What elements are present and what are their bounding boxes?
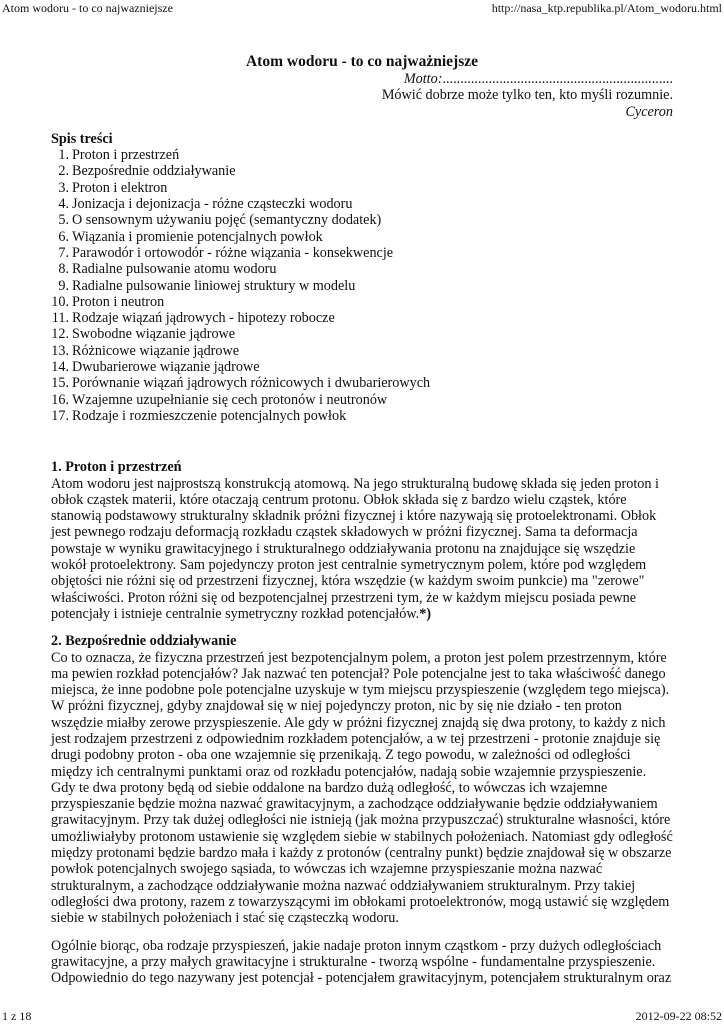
motto-author: Cyceron xyxy=(625,103,673,120)
toc-item-number: 10. xyxy=(51,293,69,310)
toc-item-number: 9. xyxy=(58,277,69,294)
toc-item xyxy=(51,408,673,424)
paragraph-line: wówczas ich wzajemne przyspieszanie można nazwać strukturalnym, a zachodzące oddziaływanie można xyxy=(51,861,603,894)
print-header-url: http://nasa_ktp.republika.pl/Atom_wodoru.html xyxy=(491,1,722,15)
browser-print-header xyxy=(0,0,724,16)
paragraph-line: grawitacyjnym, a zachodzące oddziaływanie będzie oddziaływaniem grawitacyjnym. Przy tak dużej odległości xyxy=(51,796,658,829)
paragraph-line: miejsca, że inne podobne pole potencjalne uzyskuje w tym miejscu przyspieszenie (względem tego miejsca). W xyxy=(51,682,670,715)
paragraph-line: grawitacyjne, a przy małych grawitacyjne i strukturalne - tworzą wspólne - fundamentalne przyspieszenie. xyxy=(51,953,656,970)
table-of-contents xyxy=(51,147,673,424)
toc-item-number: 15. xyxy=(51,375,69,392)
toc-item-label: Dwubarierowe wiązanie jądrowe xyxy=(72,359,260,376)
toc-item-label: Wzajemne uzupełnianie się cech protonów i neutronów xyxy=(72,391,388,408)
paragraph-line: względem siebie w stabilnych położeniach. Natomiast gdy odległość między protonami będzie bardzo mała i xyxy=(51,828,673,862)
toc-item xyxy=(51,147,673,163)
paragraph-line: miałby zerowe przyspieszenie. Ale gdy w próżni fizycznej znajdą się dwa protony, to każdy z nich jest rodzajem xyxy=(51,714,666,747)
paragraph-line: próżni fizycznej, gdyby znajdował się w niej pojedynczy proton, nic by się nie działo - ten proton wszędzie xyxy=(51,698,622,731)
paragraph-line: punktami oraz od rozkładu potencjałów, nadają sobie wzajemnie przyspieszenie. Gdy te dwa protony będą od xyxy=(51,763,647,796)
toc-item-label: Różnicowe wiązanie jądrowe xyxy=(72,342,240,359)
paragraph-line: Atom wodoru jest najprostszą konstrukcją atomową. Na jego strukturalną budowę składa się jeden proton i xyxy=(51,475,659,492)
toc-item xyxy=(51,310,673,326)
toc-item xyxy=(51,229,673,245)
toc-item xyxy=(51,163,673,179)
paragraph-line: grawitacyjnego i strukturalnego oddziaływania protonu na znajdujące się wszędzie wokół protoelektrony. Sam xyxy=(51,540,636,574)
toc-item-number: 11. xyxy=(51,310,69,327)
toc-item-label: Wiązania i promienie potencjalnych powłok xyxy=(72,228,323,245)
print-header-title: Atom wodoru - to co najwazniejsze xyxy=(2,1,173,15)
paragraph-line: pojedynczy proton jest centralnie symetrycznym polem, które pod względem objętości nie różni się od xyxy=(51,557,647,590)
paragraph-line: przestrzeni z odpowiednim rozkładem potencjałów, a w tej przestrzeni - protonie znajduje się drugi podobny xyxy=(51,730,661,764)
toc-item-number: 16. xyxy=(51,391,69,408)
toc-item-number: 14. xyxy=(51,359,69,376)
paragraph-line: przestrzeni fizycznej, która wszędzie (w każdym swoim punkcie) ma "zerowe" właściwości. Proton różni się od xyxy=(51,573,645,606)
toc-item-label: Rodzaje wiązań jądrowych - hipotezy robocze xyxy=(72,310,335,327)
section-2-paragraph xyxy=(51,650,673,927)
toc-item xyxy=(51,343,673,359)
section-2-paragraph-2 xyxy=(51,938,673,987)
paragraph-line: obłokami protoelektronów, mogą ustawić się względem siebie w stabilnych położeniach i stać się cząsteczką xyxy=(51,893,670,927)
toc-item xyxy=(51,392,673,408)
toc-item-number: 8. xyxy=(58,261,69,278)
toc-item-label: O sensownym używaniu pojęć (semantyczny dodatek) xyxy=(72,212,382,229)
toc-item-label: Porównanie wiązań jądrowych różnicowych i dwubarierowych xyxy=(72,375,431,392)
paragraph-line: nie istnieją (jak można przypuszczać) strukturalne własności, które umożliwiałyby protonom ustawienie się xyxy=(51,812,671,845)
toc-item-label: Swobodne wiązanie jądrowe xyxy=(72,326,236,343)
print-footer-datetime: 2012-09-22 08:52 xyxy=(635,1009,722,1023)
toc-item xyxy=(51,326,673,342)
motto-dots: ................................................................. xyxy=(442,71,673,87)
section-1-heading: 1. Proton i przestrzeń xyxy=(51,459,182,476)
toc-item-number: 17. xyxy=(51,407,69,424)
motto-label: Motto: xyxy=(403,71,443,87)
page-title: Atom wodoru - to co najważniejsze xyxy=(245,53,479,70)
toc-item-label: Radialne pulsowanie atomu wodoru xyxy=(72,261,277,278)
paragraph-line: bezpotencjalnej przestrzeni tym, że w każdym miejscu posiada pewne potencjały i istnieje centralnie xyxy=(51,589,637,622)
toc-item-label: Proton i elektron xyxy=(72,179,168,196)
paragraph-line: Co to oznacza, że fizyczna przestrzeń jest bezpotencjalnym polem, a proton jest polem przestrzennym, które xyxy=(51,649,667,666)
toc-item-number: 5. xyxy=(58,212,69,229)
toc-item-number: 12. xyxy=(51,326,69,343)
motto-quote: Mówić dobrze może tylko ten, kto myśli rozumnie. xyxy=(381,87,673,104)
footnote-mark: *) xyxy=(419,605,432,622)
section-1-last-line: symetryczny rozkład potencjałów. xyxy=(225,605,420,622)
toc-item-label: Rodzaje i rozmieszczenie potencjalnych powłok xyxy=(72,407,347,424)
toc-item-number: 6. xyxy=(58,228,69,245)
toc-item xyxy=(51,294,673,310)
toc-item-number: 1. xyxy=(58,147,69,164)
section-2-heading: 2. Bezpośrednie oddziaływanie xyxy=(51,633,237,650)
toc-item xyxy=(51,261,673,277)
paragraph-line: podstawowy strukturalny składnik próżni fizycznej i które nazywają się protoelektronami. Obłok jest pewnego xyxy=(51,508,657,541)
toc-item-label: Parawodór i ortowodór - różne wiązania - konsekwencje xyxy=(72,244,394,261)
toc-item-number: 7. xyxy=(58,244,69,261)
browser-print-footer xyxy=(0,1008,724,1024)
toc-item xyxy=(51,278,673,294)
toc-item-number: 3. xyxy=(58,179,69,196)
motto-block xyxy=(51,71,673,120)
toc-item xyxy=(51,359,673,375)
paragraph-line: wodoru. xyxy=(351,910,399,927)
toc-item xyxy=(51,196,673,212)
toc-item-label: Bezpośrednie oddziaływanie xyxy=(72,163,236,180)
toc-heading: Spis treści xyxy=(51,130,113,147)
paragraph-line: proton - oba one wzajemnie się przenikają. Z tego powodu, w zależności od odległości między ich centralnymi xyxy=(51,747,631,780)
toc-item-label: Radialne pulsowanie liniowej struktury w modelu xyxy=(72,277,356,294)
document-body xyxy=(51,53,673,986)
paragraph-line: obłok cząstek materii, które otaczają centrum protonu. Obłok składa się z bardzo wielu cząstek, które stanowią xyxy=(51,491,627,525)
section-1-paragraph xyxy=(51,476,673,623)
toc-item-number: 2. xyxy=(58,163,69,180)
toc-item xyxy=(51,245,673,261)
paragraph-line: Ogólnie biorąc, oba rodzaje przyspieszeń, jakie nadaje proton innym cząstkom - przy dużych odległościach xyxy=(51,937,662,954)
toc-item-number: 13. xyxy=(51,342,69,359)
paragraph-line: ma pewien rozkład potencjałów? Jak nazwać ten potencjał? Pole potencjalne jest to taka właściwość danego xyxy=(51,665,666,682)
motto-line xyxy=(51,71,673,87)
paragraph-line: każdy z protonów (centralny punkt) będzie znajdował się w obszarze powłok potencjalnych swojego sąsiada, to xyxy=(51,845,672,878)
print-footer-page: 1 z 18 xyxy=(2,1009,32,1023)
toc-item xyxy=(51,180,673,196)
toc-item-label: Jonizacja i dejonizacja - różne cząsteczki wodoru xyxy=(72,196,353,213)
toc-item-label: Proton i przestrzeń xyxy=(72,147,180,164)
toc-item xyxy=(51,375,673,391)
paragraph-line: Odpowiednio do tego nazywany jest potencjał - potencjałem grawitacyjnym, potencjałem strukturalnym oraz xyxy=(51,970,672,987)
toc-item-label: Proton i neutron xyxy=(72,293,165,310)
paragraph-line: siebie oddalone na bardzo dużą odległość, to wówczas ich wzajemne przyspieszanie będzie można nazwać xyxy=(51,779,608,813)
toc-item xyxy=(51,212,673,228)
toc-item-number: 4. xyxy=(58,196,69,213)
paragraph-line: nazwać oddziaływaniem strukturalnym. Przy takiej odległości dwa protony, razem z towarzyszącymi im xyxy=(51,877,636,910)
paragraph-line: rodzaju deformacją rozkładu cząstek składowych w próżni fizycznej. Sama ta deformacja powstaje w wyniku xyxy=(51,524,638,557)
